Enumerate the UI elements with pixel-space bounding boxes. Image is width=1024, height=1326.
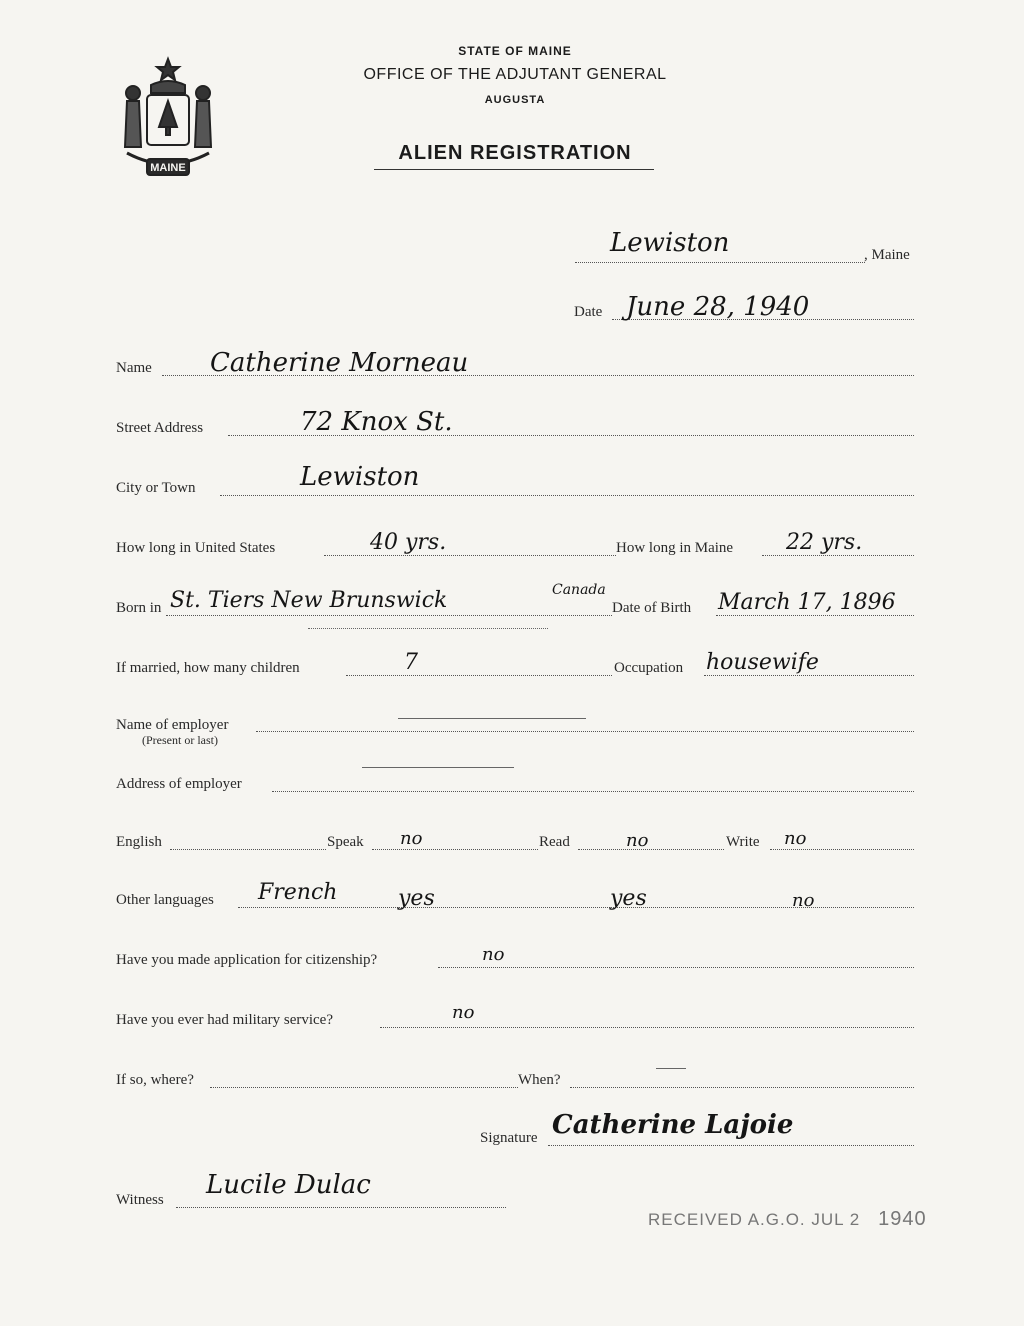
dob-value: March 17, 1896 (718, 590, 896, 615)
place-value: Lewiston (610, 228, 730, 258)
city-value: Lewiston (300, 462, 420, 492)
street-label: Street Address (116, 420, 204, 436)
born-value: St. Tiers New Brunswick (170, 588, 448, 613)
header-state: STATE OF MAINE (458, 44, 572, 58)
employer-sublabel: (Present or last) (142, 733, 218, 747)
city-label: City or Town (116, 480, 196, 496)
received-stamp (648, 1208, 927, 1231)
header-office: OFFICE OF THE ADJUTANT GENERAL (363, 66, 667, 83)
speak-label: Speak (327, 834, 364, 850)
employer-line (256, 731, 914, 732)
title-underline (374, 169, 654, 170)
date-value: June 28, 1940 (626, 292, 810, 322)
write-line (770, 849, 914, 850)
signature-line (548, 1145, 914, 1146)
signature-label: Signature (480, 1130, 538, 1146)
years-maine-label: How long in Maine (616, 540, 734, 556)
born-country-value: Canada (552, 582, 606, 598)
other-speak-value: yes (398, 886, 435, 911)
other-write-value: no (792, 890, 815, 911)
witness-value: Lucile Dulac (206, 1170, 371, 1200)
witness-line (176, 1207, 506, 1208)
years-maine-value: 22 yrs. (786, 530, 863, 555)
occupation-value: housewife (706, 650, 819, 675)
where-label: If so, where? (116, 1072, 194, 1088)
signature-value: Catherine Lajoie (552, 1110, 794, 1140)
english-line (170, 849, 326, 850)
years-maine-line (762, 555, 914, 556)
born-line (166, 615, 612, 616)
children-line (346, 675, 612, 676)
maine-label: , Maine (864, 247, 910, 263)
seal-text: MAINE (150, 162, 186, 174)
speak-value: no (400, 828, 423, 849)
when-label: When? (518, 1072, 561, 1088)
write-label: Write (726, 834, 760, 850)
occupation-label: Occupation (614, 660, 684, 676)
when-line (570, 1087, 914, 1088)
employer-address-dash (362, 767, 514, 768)
born-underline (308, 628, 548, 629)
name-label: Name (116, 360, 152, 376)
children-value: 7 (404, 650, 418, 675)
read-value: no (626, 830, 649, 851)
employer-label: Name of employer (116, 717, 229, 733)
city-line (220, 495, 914, 496)
military-value: no (452, 1002, 475, 1023)
name-value: Catherine Morneau (210, 348, 469, 378)
military-label: Have you ever had military service? (116, 1012, 333, 1028)
read-line (578, 849, 724, 850)
years-us-label: How long in United States (116, 540, 276, 556)
where-line (210, 1087, 518, 1088)
other-languages-label: Other languages (116, 892, 214, 908)
other-language-value: French (258, 880, 338, 905)
born-label: Born in (116, 600, 162, 616)
form-title: ALIEN REGISTRATION (398, 142, 632, 164)
employer-address-line (272, 791, 914, 792)
other-read-value: yes (610, 886, 647, 911)
when-dash (656, 1068, 686, 1069)
occupation-line (704, 675, 914, 676)
header-city: AUGUSTA (484, 94, 546, 106)
stamp-year: 1940 (878, 1208, 927, 1230)
years-us-line (324, 555, 616, 556)
date-label: Date (574, 304, 603, 320)
citizenship-value: no (482, 944, 505, 965)
dob-line (716, 615, 914, 616)
stamp-text: RECEIVED A.G.O. JUL 2 (648, 1210, 861, 1229)
children-label: If married, how many children (116, 660, 300, 676)
citizenship-label: Have you made application for citizenship? (116, 952, 378, 968)
witness-label: Witness (116, 1192, 164, 1208)
dob-label: Date of Birth (612, 600, 692, 616)
years-us-value: 40 yrs. (370, 530, 447, 555)
citizenship-line (438, 967, 914, 968)
english-label: English (116, 834, 162, 850)
place-line (575, 262, 865, 263)
military-line (380, 1027, 914, 1028)
read-label: Read (539, 834, 570, 850)
employer-dash (398, 718, 586, 719)
speak-line (372, 849, 538, 850)
write-value: no (784, 828, 807, 849)
street-value: 72 Knox St. (300, 407, 453, 437)
state-seal-icon (113, 55, 223, 185)
employer-address-label: Address of employer (116, 776, 242, 792)
